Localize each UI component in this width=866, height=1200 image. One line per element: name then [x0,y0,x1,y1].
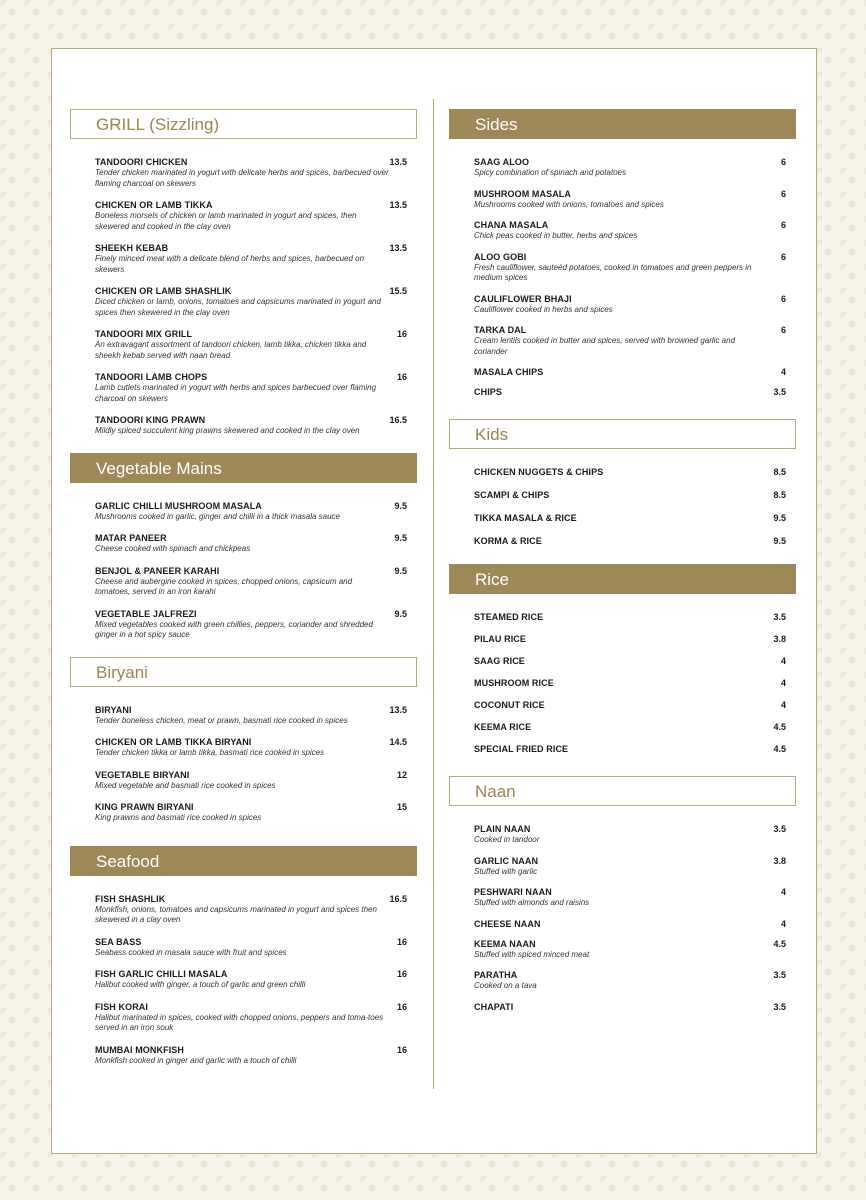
menu-item [474,252,786,284]
menu-item [474,612,786,622]
menu-item [95,737,407,759]
section-naan [449,776,796,1012]
menu-item-description: Mildly spiced succulent king prawns skewered and cooked in the clay oven [95,426,360,435]
menu-item-row [474,700,786,710]
menu-item-row [95,937,407,947]
menu-item-list [70,139,417,437]
menu-item-list [70,483,417,641]
menu-item-row [474,919,786,929]
menu-item-price: 6 [780,293,786,304]
menu-item-price: 14.5 [389,737,407,747]
menu-item-description: King prawns and basmati rice cooked in spices [95,813,262,822]
menu-item [474,887,786,909]
menu-item-row [474,367,786,377]
menu-item-row [95,802,407,812]
section-grill [70,109,417,437]
menu-page [51,48,817,1154]
menu-item [95,705,407,727]
menu-item-price: 9.5 [394,565,407,576]
menu-item-price: 6 [780,188,786,199]
menu-item-description: Seabass cooked in masala sauce with fruit and spices [95,947,287,957]
menu-item [95,969,407,991]
menu-item-price: 9.5 [773,536,786,546]
menu-item [474,656,786,666]
menu-item-price: 16 [396,969,407,979]
section-title: Kids [449,419,796,449]
menu-item-name: SCAMPI & CHIPS [474,490,550,500]
menu-item-description: Boneless morsels of chicken or lamb marinated in yogurt and spices, then skewered and cooked in the clay oven [95,211,357,231]
menu-item [95,894,407,926]
menu-item-price: 8.5 [773,467,786,477]
menu-item-description: Cooked in tandoor [474,835,540,844]
menu-item-row [95,415,407,425]
menu-item-description: Cheese and aubergine cooked in spices, chopped onions, capsicum and tomatoes, served in an iron karahi [95,576,353,596]
section-biryani [70,657,417,824]
menu-item-row [474,252,786,262]
menu-item-description: Mixed vegetables cooked with green chillies, peppers, coriander and shredded ginger in a hot spicy sauce [95,619,373,639]
menu-item-name: TANDOORI CHICKEN [95,157,188,167]
menu-item-price: 6 [780,251,786,262]
menu-item [95,1002,407,1034]
section-sides [449,109,796,397]
menu-item-name: STEAMED RICE [474,612,544,622]
menu-item-row [95,157,407,167]
menu-item-price: 3.8 [773,855,786,866]
menu-item-price: 13.5 [389,200,407,210]
menu-item-description: Mixed vegetable and basmati rice cooked in spices [95,780,276,790]
menu-item-name: SAAG ALOO [474,157,530,167]
menu-item [95,533,407,555]
menu-item-name: GARLIC NAAN [474,855,539,866]
menu-item-price: 6 [780,157,786,167]
menu-item-description: Finely minced meat with a delicate blend of herbs and spices, barbecued on skewers [95,254,365,274]
menu-item [474,856,786,878]
menu-item-price: 4 [780,918,786,929]
menu-item-name: CHAPATI [474,1001,514,1012]
menu-item [474,367,786,377]
menu-item-name: PILAU RICE [474,634,527,644]
menu-item-name: MASALA CHIPS [474,367,544,377]
menu-item-row [95,609,407,619]
menu-item-price: 3.5 [773,824,786,834]
menu-item-row [474,612,786,622]
menu-item-description: Monkfish, onions, tomatoes and capsicums marinated in yogurt and spices then skewered in a clay oven [95,904,377,924]
section-seafood [70,846,417,1067]
menu-item [95,937,407,959]
menu-item-description: Halibut marinated in spices, cooked with chopped onions, peppers and toma-toes served in an iron souk [95,1012,384,1032]
menu-item-price: 15.5 [389,286,407,296]
menu-item-row [474,490,786,500]
menu-item [474,722,786,732]
section-veg [70,453,417,641]
menu-item-row [95,894,407,904]
menu-item-row [474,722,786,732]
menu-item-price: 16.5 [389,893,407,904]
menu-item-row [474,634,786,644]
section-title: Naan [449,776,796,806]
menu-item-row [95,566,407,576]
menu-item-price: 6 [780,325,786,335]
menu-item-name: MUSHROOM RICE [474,678,554,688]
menu-item-price: 16 [396,329,407,339]
menu-item-price: 13.5 [389,157,407,167]
menu-item-name: KEEMA NAAN [474,938,536,949]
menu-item-price: 16 [396,1044,407,1055]
menu-item-list [70,687,417,824]
menu-item-price: 4.5 [773,938,786,949]
menu-item [95,286,407,318]
menu-item [474,536,786,546]
menu-item-name: SHEEKH KEBAB [95,243,169,253]
menu-item-description: Tender chicken marinated in yogurt with delicate herbs and spices, barbecued over flaming charcoal on skewers [95,168,389,188]
menu-item-row [95,533,407,543]
menu-item-name: SAAG RICE [474,656,525,666]
menu-item-row [474,970,786,980]
menu-item-row [95,329,407,339]
menu-item-row [474,189,786,199]
menu-item [474,634,786,644]
section-kids [449,419,796,546]
menu-item-row [474,656,786,666]
menu-item-description: Monkfish cooked in ginger and garlic with a touch of chilli [95,1055,297,1065]
menu-item-description: Cooked on a tava [474,981,537,990]
section-title: Vegetable Mains [70,453,417,483]
section-title: GRILL (Sizzling) [70,109,417,139]
menu-item [474,1002,786,1012]
menu-item [474,220,786,242]
menu-item-description: Tender chicken tikka or lamb tikka, basmati rice cooked in spices [95,748,325,757]
menu-item-row [95,501,407,511]
menu-item-row [95,770,407,780]
menu-item-name: TANDOORI MIX GRILL [95,329,193,339]
menu-item [95,372,407,404]
menu-item-price: 13.5 [389,704,407,715]
menu-item [474,919,786,929]
menu-item-description: Spicy combination of spinach and potatoes [474,168,627,177]
menu-item-price: 16 [396,1001,407,1012]
menu-item-name: KEEMA RICE [474,722,532,732]
menu-item-price: 4 [780,678,786,688]
menu-item [95,1045,407,1067]
menu-item-description: Lamb cutlets marinated in yogurt with herbs and spices barbecued over flaming charcoal on skewers [95,383,377,403]
menu-item-name: COCONUT RICE [474,700,545,710]
menu-item-price: 12 [396,769,407,780]
menu-item-name: FISH SHASHLIK [95,893,166,904]
menu-item [474,157,786,179]
menu-item-row [474,513,786,523]
menu-item [95,609,407,641]
menu-item-description: Stuffed with almonds and raisins [474,898,590,907]
menu-item-list [449,594,796,754]
menu-item-description: Chick peas cooked in butter, herbs and spices [474,231,638,240]
menu-item-price: 4 [780,887,786,897]
menu-item [95,200,407,232]
menu-item-name: CHICKEN OR LAMB TIKKA [95,200,213,210]
menu-item-description: Diced chicken or lamb, onions, tomatoes and capsicums marinated in yogurt and spices then skewered in the clay oven [95,297,381,317]
section-title: Seafood [70,846,417,876]
menu-item-price: 3.8 [773,634,786,644]
menu-item-row [474,325,786,335]
menu-item-name: SEA BASS [95,936,142,947]
menu-item [474,824,786,846]
menu-item-price: 6 [780,220,786,230]
menu-item-price: 8.5 [773,490,786,500]
menu-item-price: 4 [780,656,786,666]
menu-item-name: PARATHA [474,970,518,980]
menu-item [474,387,786,397]
menu-item-description: Mushrooms cooked with onions, tomatoes and spices [474,199,664,209]
menu-item-name: TANDOORI LAMB CHOPS [95,372,208,382]
menu-item [95,157,407,189]
menu-item-price: 9.5 [394,533,407,543]
left-column [70,109,417,1082]
menu-item [474,467,786,477]
menu-item [474,189,786,211]
menu-item-row [474,294,786,304]
menu-item-name: PLAIN NAAN [474,824,531,834]
menu-item-name: VEGETABLE JALFREZI [95,608,197,619]
column-divider [433,99,434,1089]
menu-item-description: Halibut cooked with ginger, a touch of garlic and green chilli [95,980,306,989]
menu-item-price: 9.5 [394,500,407,511]
menu-item-price: 4.5 [773,744,786,754]
menu-item-name: FISH GARLIC CHILLI MASALA [95,969,228,979]
menu-item-price: 9.5 [773,513,786,523]
menu-item-price: 15 [396,802,407,812]
menu-item-row [95,1002,407,1012]
menu-item-name: MUMBAI MONKFISH [95,1044,184,1055]
menu-item-row [474,536,786,546]
right-column [449,109,796,1028]
menu-item-name: SPECIAL FRIED RICE [474,744,569,754]
menu-item [474,513,786,523]
menu-item-row [95,705,407,715]
menu-item-name: TANDOORI KING PRAWN [95,415,206,425]
menu-item-description: Stuffed with spiced minced meat [474,949,590,959]
menu-item-list [70,876,417,1067]
menu-item-name: TARKA DAL [474,325,527,335]
menu-item-name: CAULIFLOWER BHAJI [474,293,572,304]
menu-item-list [449,806,796,1012]
menu-item-description: Stuffed with garlic [474,866,538,876]
menu-item [474,744,786,754]
menu-item-price: 13.5 [389,243,407,253]
menu-item-row [474,856,786,866]
menu-item-price: 16 [396,372,407,382]
menu-item-row [474,220,786,230]
menu-item-name: BIRYANI [95,704,132,715]
menu-item-name: CHICKEN OR LAMB TIKKA BIRYANI [95,737,252,747]
menu-item-name: TIKKA MASALA & RICE [474,513,577,523]
section-title: Biryani [70,657,417,687]
menu-item [474,939,786,961]
menu-item [474,970,786,992]
menu-item [474,490,786,500]
menu-item [95,243,407,275]
menu-item [95,566,407,598]
menu-item-list [449,139,796,397]
menu-item-name: MUSHROOM MASALA [474,188,571,199]
menu-item-name: FISH KORAI [95,1001,149,1012]
menu-item-price: 3.5 [773,612,786,622]
menu-item-name: PESHWARI NAAN [474,887,552,897]
menu-item-row [474,939,786,949]
menu-item-name: CHANA MASALA [474,220,549,230]
menu-item-description: Fresh cauliflower, sauteéd potatoes, cooked in tomatoes and green peppers in medium spices [474,262,752,282]
menu-item-row [95,286,407,296]
menu-item-price: 4 [780,367,786,377]
menu-item-name: CHEESE NAAN [474,918,541,929]
menu-item [474,678,786,688]
menu-item-name: ALOO GOBI [474,251,527,262]
menu-item-row [95,969,407,979]
menu-item-price: 3.5 [773,387,786,397]
menu-item-name: CHICKEN OR LAMB SHASHLIK [95,286,232,296]
menu-item-name: GARLIC CHILLI MUSHROOM MASALA [95,500,262,511]
menu-item-row [474,387,786,397]
menu-item [95,329,407,361]
menu-item-description: Mushrooms cooked in garlic, ginger and chilli in a thick masala sauce [95,511,341,521]
section-title: Rice [449,564,796,594]
menu-item-row [95,1045,407,1055]
menu-item-price: 3.5 [773,970,786,980]
menu-item [95,770,407,792]
menu-item-row [95,243,407,253]
menu-item-row [474,824,786,834]
menu-item-name: MATAR PANEER [95,533,167,543]
menu-item [474,294,786,316]
menu-item [474,325,786,357]
menu-item-description: Cream lentils cooked in butter and spices, served with browned garlic and coriander [474,336,736,356]
menu-item-description: An extravagant assortment of tandoori chicken, lamb tikka, chicken tikka and sheekh kebab served with naan bread [95,340,367,360]
menu-item-row [474,1002,786,1012]
menu-item-description: Cauliflower cooked in herbs and spices [474,304,613,314]
section-title: Sides [449,109,796,139]
menu-item [95,415,407,437]
menu-item-name: VEGETABLE BIRYANI [95,769,190,780]
menu-item [474,700,786,710]
menu-item-description: Cheese cooked with spinach and chickpeas [95,544,251,553]
menu-item-name: BENJOL & PANEER KARAHI [95,565,220,576]
menu-item-row [474,678,786,688]
menu-item-name: KORMA & RICE [474,536,542,546]
menu-item-price: 9.5 [394,608,407,619]
menu-item-name: CHICKEN NUGGETS & CHIPS [474,467,604,477]
menu-item-price: 16.5 [389,415,407,425]
menu-item-row [474,157,786,167]
menu-item [95,501,407,523]
menu-item-name: KING PRAWN BIRYANI [95,802,194,812]
menu-item-row [95,737,407,747]
menu-item-list [449,449,796,546]
menu-item-row [95,200,407,210]
menu-item-row [474,467,786,477]
menu-item-description: Tender boneless chicken, meat or prawn, basmati rice cooked in spices [95,715,348,725]
section-rice [449,564,796,754]
menu-item [95,802,407,824]
menu-item-row [474,744,786,754]
menu-item-name: CHIPS [474,387,503,397]
menu-item-row [474,887,786,897]
menu-item-price: 4 [780,700,786,710]
menu-item-price: 3.5 [773,1001,786,1012]
menu-item-row [95,372,407,382]
menu-item-price: 16 [396,936,407,947]
menu-item-price: 4.5 [773,722,786,732]
